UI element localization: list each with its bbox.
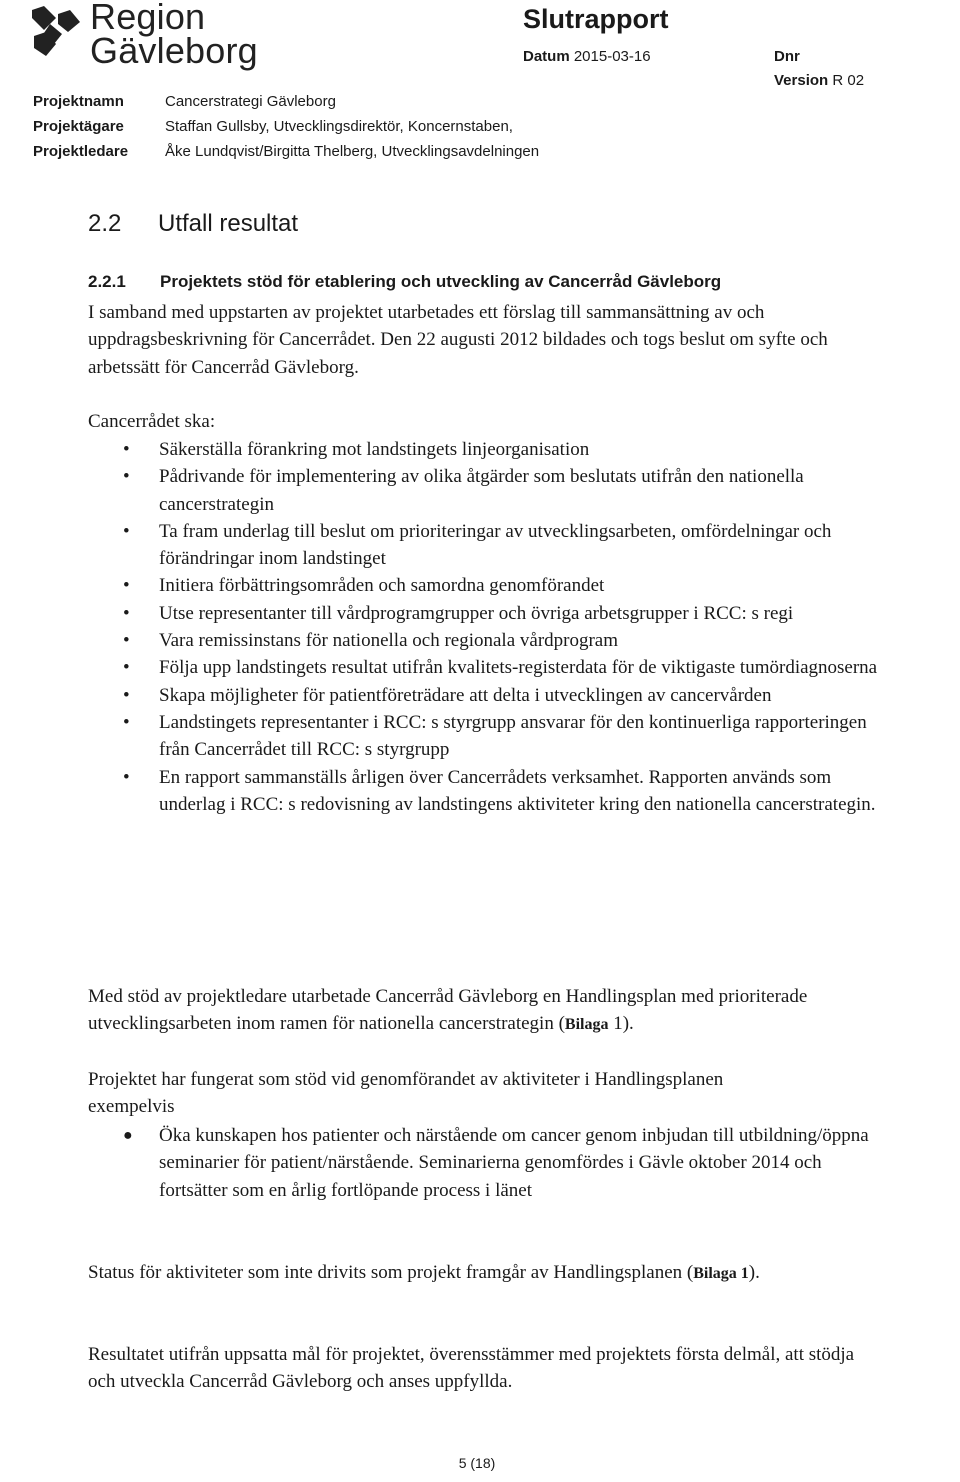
bullet-icon: • <box>123 466 130 488</box>
projektnamn-value: Cancerstrategi Gävleborg <box>165 93 336 110</box>
bullet-icon: • <box>123 657 130 679</box>
dnr-label: Dnr <box>774 48 800 65</box>
page-number: 5 (18) <box>458 1455 496 1471</box>
bullet-icon: • <box>123 711 130 733</box>
section-title: Utfall resultat <box>158 210 299 237</box>
datum-field <box>523 48 651 65</box>
intro-paragraph: I samband med uppstarten av projektet utarbetades ett förslag till sammansättning av och uppdragsbeskrivning för Cancerrådet. Den 22 augusti 2012 bildades och togs beslut om syfte och arbetssätt för Cancerråd Gävleborg. <box>88 302 828 378</box>
list-item: • Säkerställa förankring mot landstingets linjeorganisation <box>88 436 888 463</box>
bullet-icon: ● <box>123 1127 133 1144</box>
list-item: • En rapport sammanställs årligen över Cancerrådets verksamhet. Rapporten används som underlag i RCC: s redovisning av landstingens aktiviteter kring den nationella cancerstrategin. <box>88 764 888 819</box>
bullet-icon: • <box>123 630 130 652</box>
logo-text-line2: Gävleborg <box>90 30 258 71</box>
projektledare-value: Åke Lundqvist/Birgitta Thelberg, Utvecklingsavdelningen <box>165 143 540 160</box>
subsection-number: 2.2.1 <box>88 272 126 291</box>
region-logo-icon <box>30 4 82 62</box>
list-item: ● Öka kunskapen hos patienter och närstående om cancer genom inbjudan till utbildning/öppna seminarier för patient/närstående. Seminarierna genomfördes i Gävle oktober 2014 och fortsätter som en årlig fortlöpande process i länet <box>88 1122 878 1204</box>
dnr-field <box>774 48 800 65</box>
logo-text-line1: Region <box>90 0 206 37</box>
subsection-title: Projektets stöd för etablering och utveckling av Cancerråd Gävleborg <box>160 272 722 291</box>
section-number: 2.2 <box>88 210 122 237</box>
list-item: • Utse representanter till vårdprogramgrupper och övriga arbetsgrupper i RCC: s regi <box>88 600 888 627</box>
document-title: Slutrapport <box>523 4 669 34</box>
handlingsplan-paragraph: Med stöd av projektledare utarbetade Cancerråd Gävleborg en Handlingsplan med prioriterade utvecklingsarbeten inom ramen för nationella cancerstrategin (Bilaga 1). <box>88 986 808 1035</box>
region-gavleborg-logo <box>30 0 258 71</box>
bullet-icon: • <box>123 684 130 706</box>
projektagare-value: Staffan Gullsby, Utvecklingsdirektör, Koncernstaben, <box>165 118 513 135</box>
bilaga-reference: Bilaga 1 <box>693 1265 749 1282</box>
bullet-icon: • <box>123 520 130 542</box>
datum-value: 2015-03-16 <box>573 48 651 65</box>
list-item: • Ta fram underlag till beslut om prioriteringar av utvecklingsarbeten, omfördelningar och förändringar inom landstinget <box>88 518 888 573</box>
list-item: • Skapa möjligheter för patientföreträdare att delta i utvecklingen av cancervården <box>88 682 888 709</box>
status-paragraph: Status för aktiviteter som inte drivits som projekt framgår av Handlingsplanen (Bilaga 1). <box>88 1262 760 1283</box>
bullet-icon: • <box>123 575 130 597</box>
version-label: Version <box>774 72 829 89</box>
duties-list <box>88 436 888 818</box>
projektledare-label: Projektledare <box>33 143 129 160</box>
section-heading <box>88 210 298 238</box>
bullet-icon: • <box>123 439 130 460</box>
version-value: R 02 <box>832 72 865 89</box>
list-heading: Cancerrådet ska: <box>88 411 216 432</box>
bullet-icon: • <box>123 766 130 788</box>
list-item: • Landstingets representanter i RCC: s styrgrupp ansvarar för den kontinuerliga rapporteringen från Cancerrådet till RCC: s styrgrupp <box>88 709 888 764</box>
list-item: • Pådrivande för implementering av olika åtgärder som beslutats utifrån den nationella cancerstrategin <box>88 463 888 518</box>
version-field <box>774 72 864 89</box>
subsection-heading <box>88 272 721 292</box>
projektnamn-label: Projektnamn <box>33 93 124 110</box>
page-footer <box>0 1455 960 1471</box>
bullet-icon: • <box>123 602 130 624</box>
list-item: • Följa upp landstingets resultat utifrån kvalitets-registerdata för de viktigaste tumördiagnoserna <box>88 654 888 681</box>
resultat-paragraph: Resultatet utifrån uppsatta mål för projektet, överensstämmer med projektets första delmål, att stödja och utveckla Cancerråd Gävleborg och anses uppfylldа. <box>88 1344 855 1393</box>
stod-paragraph: Projektet har fungerat som stöd vid genomförandet av aktiviteter i Handlingsplanen exempelvis <box>88 1069 724 1118</box>
examples-list <box>88 1122 878 1204</box>
list-item: • Initiera förbättringsområden och samordna genomförandet <box>88 572 888 599</box>
projektagare-label: Projektägare <box>33 118 124 135</box>
bilaga-reference: Bilaga <box>564 1016 609 1034</box>
datum-label: Datum <box>523 48 570 65</box>
list-item: • Vara remissinstans för nationella och regionala vårdprogram <box>88 627 888 654</box>
